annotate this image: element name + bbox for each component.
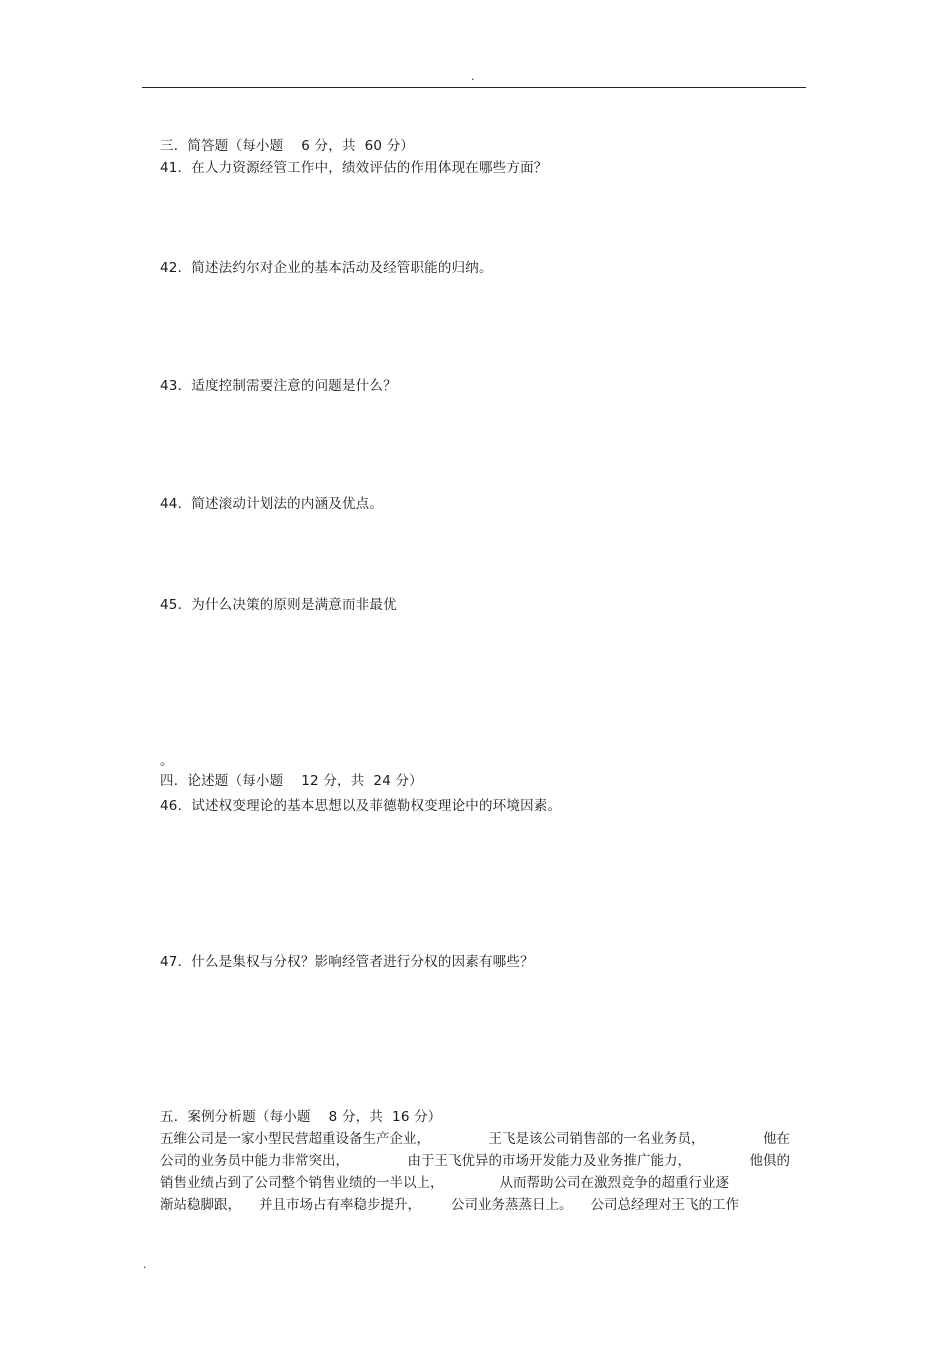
question-47: 47．什么是集权与分权？影响经管者进行分权的因素有哪些？ <box>160 954 534 970</box>
case-line-segment: 从而帮助公司在激烈竞争的超重行业逐 <box>499 1175 729 1191</box>
case-line-segment: 公司的业务员中能力非常突出， <box>160 1153 349 1169</box>
question-46: 46．试述权变理论的基本思想以及菲德勒权变理论中的环境因素。 <box>160 798 562 814</box>
case-line-segment: 王飞是该公司销售部的一名业务员， <box>488 1131 705 1147</box>
case-line <box>160 1194 790 1216</box>
case-line-segment: 他俱的 <box>749 1153 790 1169</box>
case-line-segment: 他在 <box>763 1131 790 1147</box>
question-42: 42．简述法约尔对企业的基本活动及经管职能的归纳。 <box>160 260 493 276</box>
case-line-segment: 渐站稳脚跟， <box>160 1197 241 1213</box>
case-paragraph <box>160 1128 790 1216</box>
header-rule <box>142 87 806 88</box>
case-line <box>160 1172 790 1194</box>
case-line-segment: 由于王飞优异的市场开发能力及业务推广能力， <box>407 1153 691 1169</box>
question-43: 43．适度控制需要注意的问题是什么？ <box>160 378 397 394</box>
case-line <box>160 1128 790 1150</box>
case-line-segment: 并且市场占有率稳步提升， <box>259 1197 421 1213</box>
question-41: 41．在人力资源经管工作中，绩效评估的作用体现在哪些方面？ <box>160 160 548 176</box>
section-3-title: 三．简答题（每小题 6 分，共 60 分） <box>160 138 415 154</box>
header-mark: . <box>471 70 475 83</box>
question-45: 45．为什么决策的原则是满意而非最优 <box>160 597 397 613</box>
question-44: 44．简述滚动计划法的内涵及优点。 <box>160 496 384 512</box>
section-4-title: 四．论述题（每小题 12 分，共 24 分） <box>160 773 423 789</box>
case-line-segment: 公司总经理对王飞的工作 <box>590 1197 739 1213</box>
case-line-segment: 销售业绩占到了公司整个销售业绩的一半以上， <box>160 1175 444 1191</box>
trailing-mark: 。 <box>160 753 174 769</box>
case-line <box>160 1150 790 1172</box>
footer-mark: . <box>143 1258 147 1271</box>
case-line-segment: 五维公司是一家小型民营超重设备生产企业， <box>160 1131 430 1147</box>
section-5-title: 五．案例分析题（每小题 8 分，共 16 分） <box>160 1109 442 1125</box>
case-line-segment: 公司业务蒸蒸日上。 <box>451 1197 573 1213</box>
